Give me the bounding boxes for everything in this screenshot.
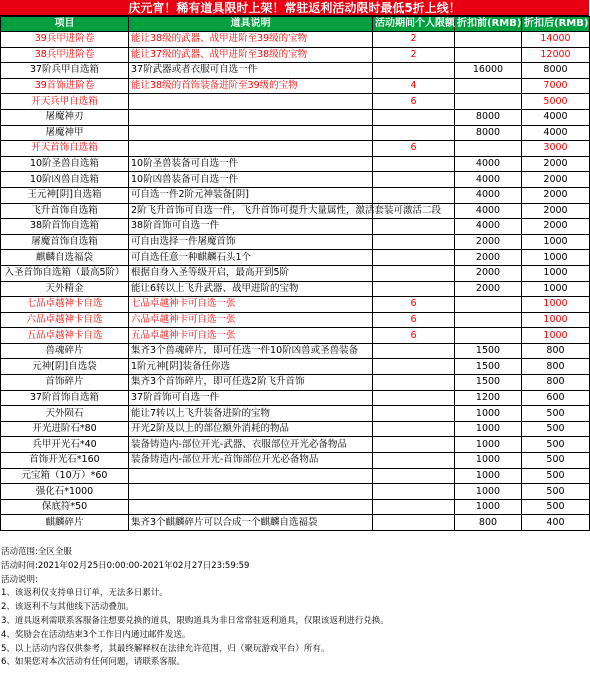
header-price-before: 折扣前(RMB) <box>455 17 522 32</box>
cell-price-before: 2000 <box>455 281 522 297</box>
note-line: 5、以上活动内容仅供参考，其最终解释权在法律允许范围，归（聚玩游戏平台）所有。 <box>1 643 330 654</box>
cell-desc: 可自选一件2阶元神装备[阴] <box>129 187 373 203</box>
cell-price-before: 1500 <box>455 359 522 375</box>
cell-price-after: 2000 <box>522 219 590 235</box>
note-line: 3、道具返利需联系客服备注想要兑换的道具，限购道具为非日常常驻返利道具，仅限该返利进行兑换。 <box>1 615 389 626</box>
header-item: 项目 <box>1 17 129 32</box>
cell-limit <box>373 515 455 531</box>
cell-limit <box>373 125 455 141</box>
cell-price-before: 4000 <box>455 156 522 172</box>
cell-price-after: 2000 <box>522 156 590 172</box>
cell-limit: 6 <box>373 328 455 344</box>
cell-price-after: 800 <box>522 375 590 391</box>
cell-item: 飞升首饰自选箱 <box>1 203 129 219</box>
cell-desc: 七品卓越神卡可自选一张 <box>129 297 373 313</box>
table-row <box>1 94 590 110</box>
cell-limit <box>373 219 455 235</box>
cell-item: 麒麟碎片 <box>1 515 129 531</box>
cell-item: 王元神[阴]自选箱 <box>1 187 129 203</box>
cell-item: 37阶兵甲自选箱 <box>1 63 129 79</box>
cell-desc: 根据自身入圣等级开启，最高开到5阶 <box>129 265 373 281</box>
cell-item: 首饰开光石*160 <box>1 453 129 469</box>
table-row <box>1 125 590 141</box>
cell-desc: 开光2阶及以上的部位额外消耗的物品 <box>129 421 373 437</box>
table-row <box>1 63 590 79</box>
header-price-after: 折扣后(RMB) <box>522 17 590 32</box>
cell-item: 38阶首饰自选箱 <box>1 219 129 235</box>
cell-price-after: 4000 <box>522 125 590 141</box>
table-row <box>1 343 590 359</box>
cell-desc: 六品卓越神卡可自选一张 <box>129 312 373 328</box>
cell-price-before <box>455 32 522 48</box>
cell-price-before: 1000 <box>455 499 522 515</box>
note-line: 活动时间:2021年02月25日0:00:00-2021年02月27日23:59:59 <box>1 560 250 571</box>
cell-item: 兵甲开光石*40 <box>1 437 129 453</box>
cell-limit <box>373 234 455 250</box>
table-row <box>1 156 590 172</box>
cell-price-after: 1000 <box>522 281 590 297</box>
cell-price-before: 1500 <box>455 375 522 391</box>
table-row <box>1 468 590 484</box>
cell-item: 37阶首饰自选箱 <box>1 390 129 406</box>
note-line: 活动说明: <box>1 574 38 585</box>
cell-limit <box>373 437 455 453</box>
cell-price-before <box>455 47 522 63</box>
cell-limit <box>373 406 455 422</box>
cell-item: 天外精金 <box>1 281 129 297</box>
cell-price-after: 500 <box>522 453 590 469</box>
cell-limit: 6 <box>373 94 455 110</box>
table-row <box>1 78 590 94</box>
cell-price-before: 2000 <box>455 234 522 250</box>
table-row <box>1 437 590 453</box>
cell-price-after: 500 <box>522 468 590 484</box>
cell-desc: 能让38级的武器、战甲进阶至39级的宝物 <box>129 32 373 48</box>
cell-desc: 装备铸造内-部位开光-首饰部位开光必备物品 <box>129 453 373 469</box>
price-table <box>0 16 590 531</box>
table-row <box>1 234 590 250</box>
table-row <box>1 297 590 313</box>
cell-price-before: 4000 <box>455 187 522 203</box>
note-line: 2、该返利不与其他线下活动叠加。 <box>1 602 134 613</box>
cell-price-after: 14000 <box>522 32 590 48</box>
cell-limit <box>373 421 455 437</box>
table-row <box>1 281 590 297</box>
cell-price-after: 1000 <box>522 328 590 344</box>
cell-limit <box>373 63 455 79</box>
cell-item: 五品卓越神卡自选 <box>1 328 129 344</box>
cell-price-after: 2000 <box>522 187 590 203</box>
cell-price-before <box>455 312 522 328</box>
cell-item: 强化石*1000 <box>1 484 129 500</box>
cell-limit <box>373 172 455 188</box>
cell-item: 元宝箱（10万）*60 <box>1 468 129 484</box>
cell-price-before: 1000 <box>455 421 522 437</box>
cell-price-before <box>455 78 522 94</box>
cell-price-before: 4000 <box>455 203 522 219</box>
cell-price-before: 2000 <box>455 265 522 281</box>
note-line: 1、该返利仅支持单日订单，无法多日累计。 <box>1 588 168 599</box>
cell-limit <box>373 499 455 515</box>
cell-desc <box>129 484 373 500</box>
cell-price-before: 1000 <box>455 453 522 469</box>
cell-price-after: 500 <box>522 437 590 453</box>
cell-item: 屠魔首饰自选箱 <box>1 234 129 250</box>
cell-desc: 能让7转以上飞升装备进阶的宝物 <box>129 406 373 422</box>
cell-price-before <box>455 94 522 110</box>
cell-desc: 38阶首饰可自选一件 <box>129 219 373 235</box>
cell-desc <box>129 499 373 515</box>
cell-price-before: 1200 <box>455 390 522 406</box>
cell-desc: 10阶圣兽装备可自选一件 <box>129 156 373 172</box>
table-row <box>1 250 590 266</box>
cell-desc: 可自选任意一种麒麟石头1个 <box>129 250 373 266</box>
cell-price-after: 4000 <box>522 109 590 125</box>
table-row <box>1 421 590 437</box>
cell-price-before: 1000 <box>455 437 522 453</box>
cell-price-before: 2000 <box>455 250 522 266</box>
cell-price-after: 1000 <box>522 297 590 313</box>
cell-limit <box>373 375 455 391</box>
cell-limit <box>373 390 455 406</box>
cell-item: 元神[阴]自选袋 <box>1 359 129 375</box>
table-row <box>1 109 590 125</box>
cell-item: 10阶凶兽自选箱 <box>1 172 129 188</box>
cell-item: 屠魔神甲 <box>1 125 129 141</box>
cell-price-after: 600 <box>522 390 590 406</box>
cell-limit <box>373 156 455 172</box>
cell-price-before: 800 <box>455 515 522 531</box>
cell-item: 麒麟自选福袋 <box>1 250 129 266</box>
cell-limit: 2 <box>373 47 455 63</box>
cell-desc <box>129 94 373 110</box>
cell-price-after: 2000 <box>522 203 590 219</box>
cell-item: 天外陨石 <box>1 406 129 422</box>
cell-limit <box>373 265 455 281</box>
table-row <box>1 172 590 188</box>
cell-price-before: 1500 <box>455 343 522 359</box>
table-row <box>1 390 590 406</box>
cell-limit <box>373 343 455 359</box>
cell-price-before <box>455 328 522 344</box>
cell-price-after: 2000 <box>522 172 590 188</box>
cell-price-after: 1000 <box>522 250 590 266</box>
cell-price-after: 3000 <box>522 141 590 157</box>
cell-price-after: 400 <box>522 515 590 531</box>
cell-price-after: 5000 <box>522 94 590 110</box>
cell-desc: 能让37级的武器、战甲进阶至38级的宝物 <box>129 47 373 63</box>
cell-desc: 2阶飞升首饰可自选一件，飞升首饰可提升大量属性，激活套装可激活二段 <box>129 203 373 219</box>
header-limit: 活动期间个人限额 <box>373 17 455 32</box>
cell-price-after: 12000 <box>522 47 590 63</box>
table-row <box>1 375 590 391</box>
cell-desc: 37阶武器或者衣服可自选一件 <box>129 63 373 79</box>
cell-item: 兽魂碎片 <box>1 343 129 359</box>
table-header-row <box>1 17 590 32</box>
cell-desc <box>129 109 373 125</box>
cell-limit <box>373 453 455 469</box>
cell-limit <box>373 468 455 484</box>
cell-limit <box>373 359 455 375</box>
cell-desc <box>129 125 373 141</box>
activity-notes <box>0 546 589 670</box>
cell-price-before <box>455 297 522 313</box>
table-row <box>1 499 590 515</box>
table-row <box>1 141 590 157</box>
cell-price-after: 500 <box>522 421 590 437</box>
cell-price-after: 500 <box>522 499 590 515</box>
table-row <box>1 47 590 63</box>
cell-item: 开天兵甲自选箱 <box>1 94 129 110</box>
cell-price-before: 8000 <box>455 109 522 125</box>
table-body <box>1 32 590 531</box>
cell-item: 39首饰进阶卷 <box>1 78 129 94</box>
cell-desc: 装备铸造内-部位开光-武器、衣服部位开光必备物品 <box>129 437 373 453</box>
table-row <box>1 203 590 219</box>
cell-limit: 2 <box>373 32 455 48</box>
cell-item: 10阶圣兽自选箱 <box>1 156 129 172</box>
cell-price-before: 1000 <box>455 406 522 422</box>
cell-item: 首饰碎片 <box>1 375 129 391</box>
cell-item: 开天首饰自选箱 <box>1 141 129 157</box>
cell-price-after: 8000 <box>522 63 590 79</box>
note-line: 6、如果您对本次活动有任何问题，请联系客服。 <box>1 657 185 668</box>
cell-item: 七品卓越神卡自选 <box>1 297 129 313</box>
cell-price-after: 800 <box>522 359 590 375</box>
table-row <box>1 328 590 344</box>
table-row <box>1 312 590 328</box>
cell-price-before: 1000 <box>455 484 522 500</box>
table-row <box>1 484 590 500</box>
cell-desc: 可自由选择一件屠魔首饰 <box>129 234 373 250</box>
table-row <box>1 515 590 531</box>
cell-item: 入圣首饰自选箱（最高5阶） <box>1 265 129 281</box>
cell-desc <box>129 141 373 157</box>
cell-limit <box>373 484 455 500</box>
cell-limit: 6 <box>373 312 455 328</box>
table-row <box>1 187 590 203</box>
cell-price-before: 4000 <box>455 219 522 235</box>
header-desc: 道具说明 <box>129 17 373 32</box>
table-row <box>1 406 590 422</box>
note-line: 4、奖励会在活动结束3个工作日内通过邮件发送。 <box>1 629 191 640</box>
cell-item: 39兵甲进阶卷 <box>1 32 129 48</box>
table-row <box>1 219 590 235</box>
cell-desc: 能让6转以上飞升武器、战甲进阶的宝物 <box>129 281 373 297</box>
cell-price-before <box>455 141 522 157</box>
cell-item: 开光进阶石*80 <box>1 421 129 437</box>
cell-desc: 10阶凶兽装备可自选一件 <box>129 172 373 188</box>
cell-desc: 能让38级的首饰装备进阶至39级的宝物 <box>129 78 373 94</box>
cell-limit: 6 <box>373 297 455 313</box>
cell-price-before: 8000 <box>455 125 522 141</box>
promo-banner: 庆元宵！稀有道具限时上架！常驻返利活动限时最低5折上线！ <box>0 0 589 16</box>
cell-price-after: 1000 <box>522 312 590 328</box>
cell-desc: 集齐3个麒麟碎片可以合成一个麒麟自选福袋 <box>129 515 373 531</box>
cell-desc: 五品卓越神卡可自选一张 <box>129 328 373 344</box>
cell-limit <box>373 250 455 266</box>
cell-desc: 37阶首饰可自选一件 <box>129 390 373 406</box>
cell-item: 屠魔神刃 <box>1 109 129 125</box>
cell-limit <box>373 187 455 203</box>
cell-desc: 集齐3个兽魂碎片，即可任选一件10阶凶兽或圣兽装备 <box>129 343 373 359</box>
cell-limit <box>373 281 455 297</box>
cell-price-before: 1000 <box>455 468 522 484</box>
cell-price-after: 500 <box>522 406 590 422</box>
table-row <box>1 32 590 48</box>
cell-desc <box>129 468 373 484</box>
cell-price-before: 4000 <box>455 172 522 188</box>
cell-limit: 4 <box>373 78 455 94</box>
cell-item: 六品卓越神卡自选 <box>1 312 129 328</box>
cell-price-before: 16000 <box>455 63 522 79</box>
cell-price-after: 7000 <box>522 78 590 94</box>
cell-desc: 集齐3个首饰碎片，即可任选2阶飞升首饰 <box>129 375 373 391</box>
table-row <box>1 453 590 469</box>
cell-limit: 6 <box>373 141 455 157</box>
cell-desc: 1阶元神[阴]装备任你选 <box>129 359 373 375</box>
cell-price-after: 1000 <box>522 234 590 250</box>
cell-price-after: 800 <box>522 343 590 359</box>
cell-item: 保底符*50 <box>1 499 129 515</box>
note-line: 活动范围:全区全服 <box>1 547 72 557</box>
cell-item: 38兵甲进阶卷 <box>1 47 129 63</box>
cell-price-after: 500 <box>522 484 590 500</box>
table-row <box>1 265 590 281</box>
table-row <box>1 359 590 375</box>
cell-price-after: 1000 <box>522 265 590 281</box>
cell-limit <box>373 109 455 125</box>
